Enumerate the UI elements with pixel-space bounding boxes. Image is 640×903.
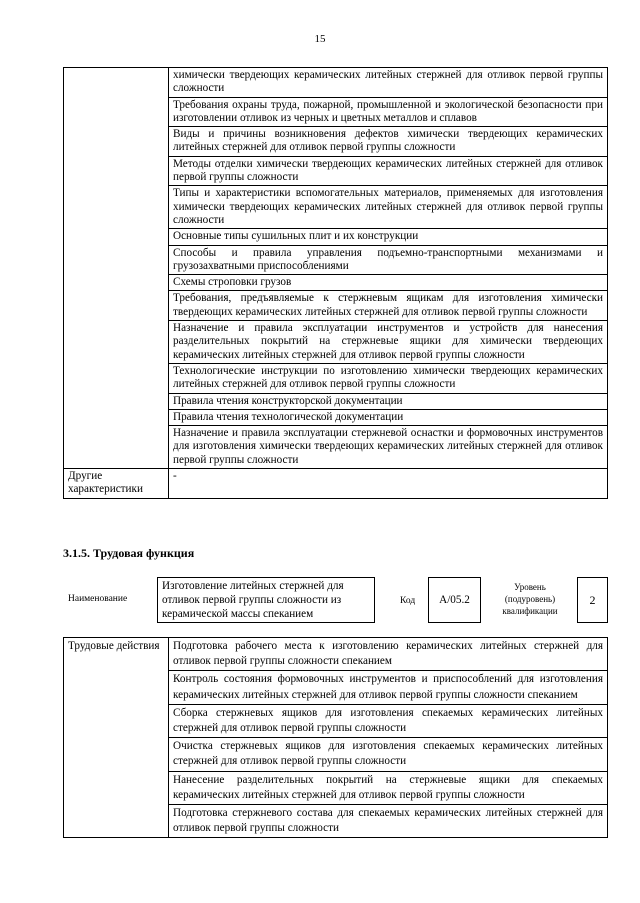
- table-cell: Контроль состояния формовочных инструментов и приспособлений для изготовления керамических литейных стержней для отливок первой группы сложности спеканием: [169, 671, 608, 704]
- table-cell: Виды и причины возникновения дефектов химически твердеющих керамических литейных стержней для отливок первой группы сложности: [169, 127, 608, 157]
- table-cell: Типы и характеристики вспомогательных материалов, применяемых для изготовления химически твердеющих керамических литейных стержней для отливок первой группы сложности: [169, 186, 608, 229]
- table-cell: Основные типы сушильных плит и их конструкции: [169, 229, 608, 245]
- level-value: 2: [577, 577, 608, 623]
- table-cell: химически твердеющих керамических литейных стержней для отливок первой группы сложности: [169, 68, 608, 98]
- page-number: 15: [314, 33, 326, 45]
- table-cell: Требования охраны труда, пожарной, промышленной и экологической безопасности при изготовлении отливок из черных и цветных металлов и сплавов: [169, 97, 608, 127]
- table-cell: Очистка стержневых ящиков для изготовления спекаемых керамических литейных стержней для отливок первой группы сложности: [169, 738, 608, 771]
- table-cell: Назначение и правила эксплуатации инструментов и устройств для нанесения разделительных покрытий на стержневые ящики для химически твердеющих керамических литейных стержней для отливок первой группы сложности: [169, 321, 608, 364]
- table-cell: Нанесение разделительных покрытий на стержневые ящики для спекаемых керамических литейных стержней для отливок первой группы сложности: [169, 771, 608, 804]
- level-label: Уровень (подуровень) квалификации: [502, 582, 558, 616]
- table-cell: Требования, предъявляемые к стержневым ящикам для изготовления химически твердеющих керамических литейных стержней для отливок первой группы сложности: [169, 291, 608, 321]
- name-label: Наименование: [68, 594, 128, 604]
- table-cell: Схемы строповки грузов: [169, 275, 608, 291]
- section-title: 3.1.5. Трудовая функция: [63, 546, 195, 560]
- table-cell: Способы и правила управления подъемно-транспортными механизмами и грузозахватными приспособлениями: [169, 245, 608, 275]
- table-row: [64, 469, 608, 499]
- table-cell: Правила чтения технологической документации: [169, 409, 608, 425]
- table-cell: Технологические инструкции по изготовлению химически твердеющих керамических литейных стержней для отливок первой группы сложности: [169, 363, 608, 393]
- table-cell: Подготовка рабочего места к изготовлению керамических литейных стержней для отливок первой группы сложности спеканием: [169, 638, 608, 671]
- table-cell: Сборка стержневых ящиков для изготовления спекаемых керамических литейных стержней для отливок первой группы сложности: [169, 704, 608, 737]
- labor-actions-label: Трудовые действия: [64, 638, 169, 838]
- table-cell: Подготовка стержневого состава для спекаемых керамических литейных стержней для отливок первой группы сложности: [169, 805, 608, 838]
- table-cell: Правила чтения конструкторской документации: [169, 393, 608, 409]
- code-value: А/05.2: [428, 577, 481, 623]
- table-row: [64, 638, 608, 671]
- other-characteristics-value: -: [169, 469, 608, 499]
- table-row: [64, 68, 608, 98]
- row-label-empty: [64, 68, 169, 469]
- name-value: Изготовление литейных стержней для отливок первой группы сложности из керамической массы спеканием: [157, 577, 375, 623]
- table-cell: Назначение и правила эксплуатации стержневой оснастки и формовочных инструментов для изготовления химически твердеющих керамических литейных стержней для отливок первой группы сложности: [169, 426, 608, 469]
- labor-actions-table: [63, 637, 608, 838]
- knowledge-table: [63, 67, 608, 499]
- code-label: Код: [400, 596, 416, 606]
- other-characteristics-label: Другие характеристики: [64, 469, 169, 499]
- table-cell: Методы отделки химически твердеющих керамических литейных стержней для отливок первой группы сложности: [169, 156, 608, 186]
